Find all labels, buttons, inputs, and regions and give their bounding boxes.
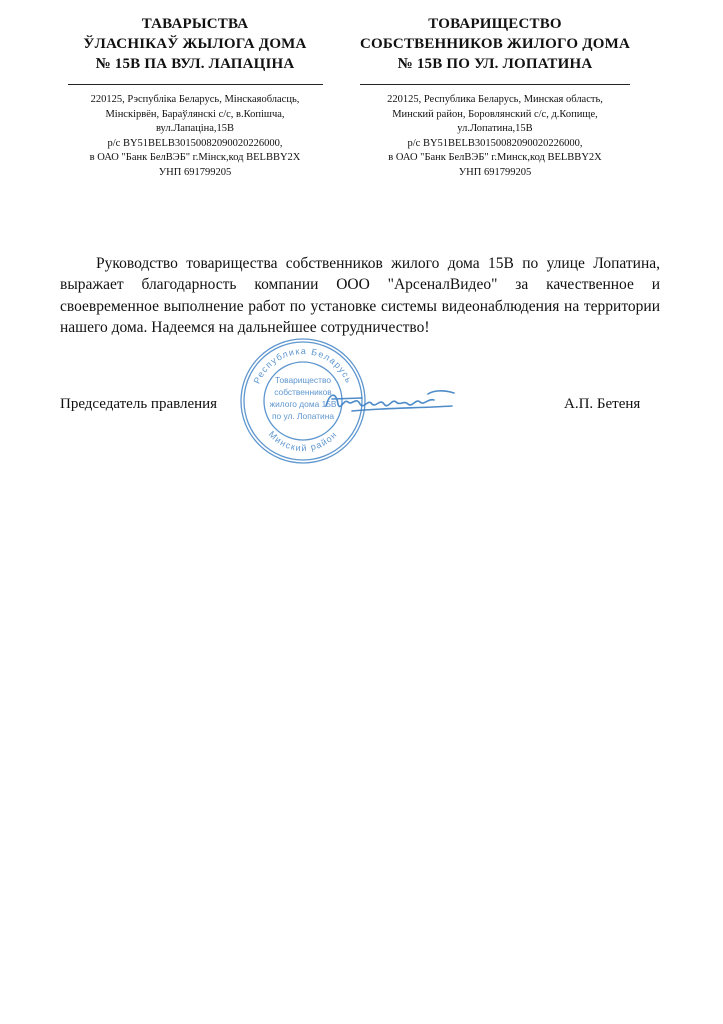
title-line: ЎЛАСНІКАЎ ЖЫЛОГА ДОМА	[83, 36, 307, 52]
address-line: вул.Лапаціна,15В	[155, 123, 235, 134]
header-left-belarusian	[45, 14, 345, 180]
address-line: УНП 691799205	[158, 166, 232, 178]
stamp-inner-line: Товарищество	[275, 375, 331, 385]
header-divider	[360, 84, 630, 85]
address-line: р/с BY51BELB30150082090020226000,	[107, 137, 283, 149]
signatory-name: А.П. Бетеня	[564, 396, 641, 412]
org-title-be	[45, 14, 345, 74]
address-block-ru	[345, 93, 645, 180]
signatory-title: Председатель правления	[60, 396, 218, 412]
stamp-arc-top: Республика Беларусь	[251, 345, 355, 386]
address-block-be	[45, 93, 345, 180]
title-line: СОБСТВЕННИКОВ ЖИЛОГО ДОМА	[360, 36, 630, 52]
address-line: в ОАО "Банк БелВЭБ" г.Мінск,код BELBBY2X	[89, 152, 301, 163]
address-line: Минский район, Боровлянский с/с, д.Копище,	[392, 108, 598, 120]
address-line: Мінскірвён, Бараўлянскі с/с, в.Копішча,	[105, 108, 285, 120]
header-divider	[68, 84, 323, 85]
letter-body-paragraph: Руководство товарищества собственников жилого дома 15В по улице Лопатина, выражает благодарность компании ООО "АрсеналВидео" за качественное и своевременное выполнение работ по установке системы видеонаблюдения на территории нашего дома. Надеемся на дальнейшее сотрудничество!	[60, 254, 660, 336]
address-line: р/с BY51BELB30150082090020226000,	[407, 137, 583, 149]
org-title-ru	[345, 14, 645, 74]
address-line: УНП 691799205	[458, 166, 532, 178]
stamp-inner-line: собственников	[274, 387, 332, 397]
title-line: № 15В ПО УЛ. ЛОПАТИНА	[397, 56, 593, 72]
header-right-russian	[345, 14, 645, 180]
stamp-inner-line: жилого дома 15В	[269, 399, 337, 409]
address-line: ул.Лопатина,15В	[457, 123, 533, 134]
address-line: 220125, Республика Беларусь, Минская область,	[387, 94, 603, 105]
handwritten-signature	[322, 386, 462, 416]
title-line: № 15В ПА ВУЛ. ЛАПАЦІНА	[95, 56, 295, 72]
title-line: ТОВАРИЩЕСТВО	[428, 16, 562, 32]
stamp-arc-bottom: Минский район	[266, 429, 340, 454]
title-line: ТАВАРЫСТВА	[141, 16, 249, 32]
stamp-inner-line: по ул. Лопатина	[271, 411, 335, 421]
address-line: 220125, Рэспубліка Беларусь, Мінскаяобласць,	[90, 94, 300, 105]
address-line: в ОАО "Банк БелВЭБ" г.Минск,код BELBBY2X	[388, 152, 602, 163]
